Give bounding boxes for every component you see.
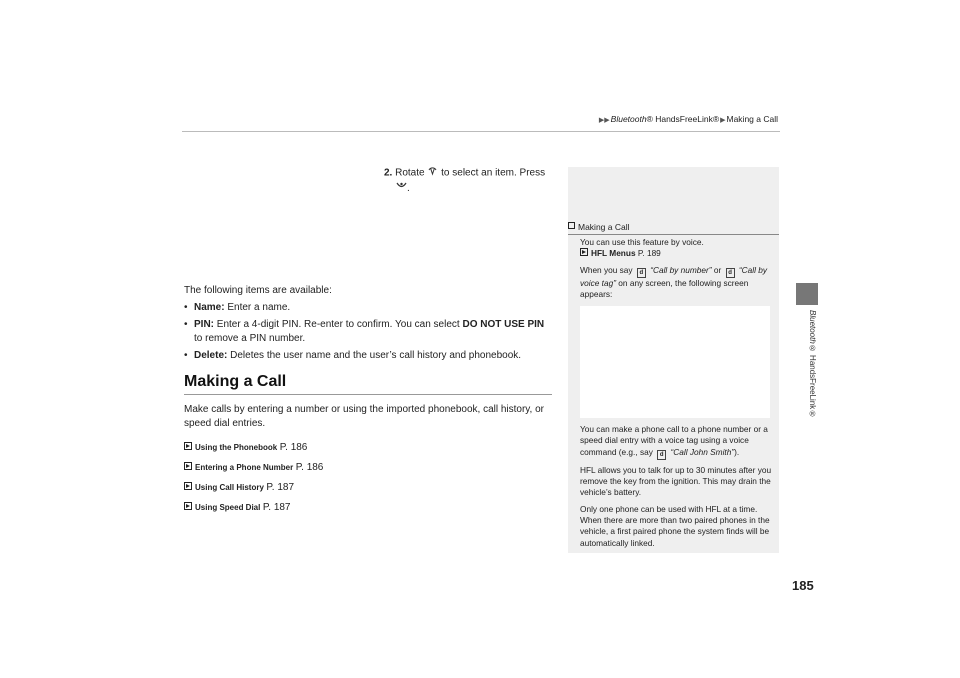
page-number: 185 bbox=[792, 578, 814, 593]
sidebar-title bbox=[568, 222, 779, 235]
sidebar-title-text: Making a Call bbox=[578, 222, 630, 232]
reference-arrow-icon bbox=[184, 482, 192, 490]
breadcrumb bbox=[598, 114, 778, 124]
breadcrumb-arrow-icon: ▶ bbox=[720, 117, 726, 124]
link-label: HFL Menus bbox=[591, 248, 636, 259]
main-content bbox=[184, 284, 554, 515]
header-rule bbox=[182, 131, 780, 132]
voice-command-icon: d bbox=[726, 268, 735, 278]
link-page: P. 187 bbox=[262, 502, 291, 513]
link-label: Using Speed Dial bbox=[195, 503, 261, 512]
section-title: Making a Call bbox=[184, 375, 552, 395]
list-item: • PIN: Enter a 4-digit PIN. Re-enter to confirm. You can select DO NOT USE PIN to remove a PIN number. bbox=[184, 319, 545, 344]
breadcrumb-part1-suffix: ® HandsFreeLink® bbox=[646, 114, 720, 124]
list-item: • Delete: Deletes the user name and the user’s call history and phonebook. bbox=[184, 350, 522, 361]
breadcrumb-part1: Bluetooth bbox=[610, 114, 647, 124]
voice-command-icon: d bbox=[637, 268, 646, 278]
item-text: Enter a 4-digit PIN. Re-enter to confirm. You can select bbox=[216, 319, 460, 330]
list-item: • Name: Enter a name. bbox=[184, 302, 291, 313]
link-page: P. 187 bbox=[266, 482, 295, 493]
sidebar-p5: Only one phone can be used with HFL at a time. When there are more than two paired phones in the vehicle, a first paired phone the system finds will be automatically linked. bbox=[580, 503, 770, 548]
link-label: Using Call History bbox=[195, 483, 264, 492]
link-page: P. 186 bbox=[295, 462, 324, 473]
sidebar-p3-b: ). bbox=[734, 446, 740, 457]
link-hfl-menus[interactable] bbox=[580, 248, 661, 258]
link-using-speed-dial[interactable] bbox=[184, 500, 554, 515]
link-label: Using the Phonebook bbox=[195, 443, 278, 452]
breadcrumb-part2: Making a Call bbox=[726, 114, 778, 124]
voice-cmd: “Call John Smith” bbox=[670, 446, 735, 457]
link-page: P. 189 bbox=[637, 248, 661, 259]
link-using-call-history[interactable] bbox=[184, 480, 554, 495]
step-number: 2. bbox=[384, 167, 393, 179]
link-entering-phone-number[interactable] bbox=[184, 460, 554, 475]
item-emphasis: DO NOT USE PIN bbox=[462, 319, 545, 330]
voice-cmd: “Call by voice tag” bbox=[580, 264, 767, 288]
sidebar-p1: You can use this feature by voice. bbox=[580, 237, 704, 247]
link-label: Entering a Phone Number bbox=[195, 463, 294, 472]
item-text: Enter a name. bbox=[227, 302, 291, 313]
rotate-knob-icon bbox=[427, 165, 438, 181]
step-text-a: Rotate bbox=[395, 167, 425, 179]
item-label: PIN: bbox=[194, 319, 214, 330]
step-text-b: to select an item. Press bbox=[441, 167, 546, 179]
note-marker-icon bbox=[568, 222, 575, 229]
sidebar-p2-a: When you say bbox=[580, 264, 633, 275]
chapter-label-a: Bluetooth bbox=[808, 310, 817, 344]
sidebar-p4: HFL allows you to talk for up to 30 minutes after you remove the key from the ignition. This may drain the vehicle’s battery. bbox=[580, 464, 772, 498]
step-text-c: . bbox=[407, 183, 410, 195]
available-intro: The following items are available: bbox=[184, 285, 332, 296]
item-text: Deletes the user name and the user’s call history and phonebook. bbox=[230, 350, 522, 361]
screen-image-placeholder bbox=[580, 306, 770, 418]
reference-arrow-icon bbox=[184, 442, 192, 450]
link-page: P. 186 bbox=[279, 442, 308, 453]
sidebar-p3-a: You can make a phone call to a phone number or a speed dial entry with a voice tag using a voice command (e.g., say bbox=[580, 424, 768, 457]
press-knob-icon bbox=[396, 181, 407, 196]
link-using-phonebook[interactable] bbox=[184, 440, 554, 455]
chapter-tab bbox=[796, 283, 818, 305]
reference-arrow-icon bbox=[184, 462, 192, 470]
chapter-label bbox=[797, 310, 817, 430]
reference-arrow-icon bbox=[580, 248, 588, 256]
voice-cmd: “Call by number” bbox=[650, 264, 712, 275]
sidebar-p2-b: on any screen, the following screen appears: bbox=[580, 277, 749, 299]
breadcrumb-arrow-icon: ▶▶ bbox=[598, 117, 610, 124]
sidebar-p2-or: or bbox=[713, 264, 722, 275]
item-label: Name: bbox=[194, 302, 225, 313]
reference-arrow-icon bbox=[184, 502, 192, 510]
voice-command-icon: d bbox=[657, 450, 666, 460]
section-intro: Make calls by entering a number or using the imported phonebook, call history, or speed dial entries. bbox=[184, 404, 545, 429]
step-2 bbox=[384, 165, 554, 196]
item-text: to remove a PIN number. bbox=[194, 333, 306, 344]
item-label: Delete: bbox=[194, 350, 228, 361]
sidebar-body bbox=[580, 237, 772, 554]
chapter-label-b: ® HandsFreeLink® bbox=[808, 343, 817, 419]
